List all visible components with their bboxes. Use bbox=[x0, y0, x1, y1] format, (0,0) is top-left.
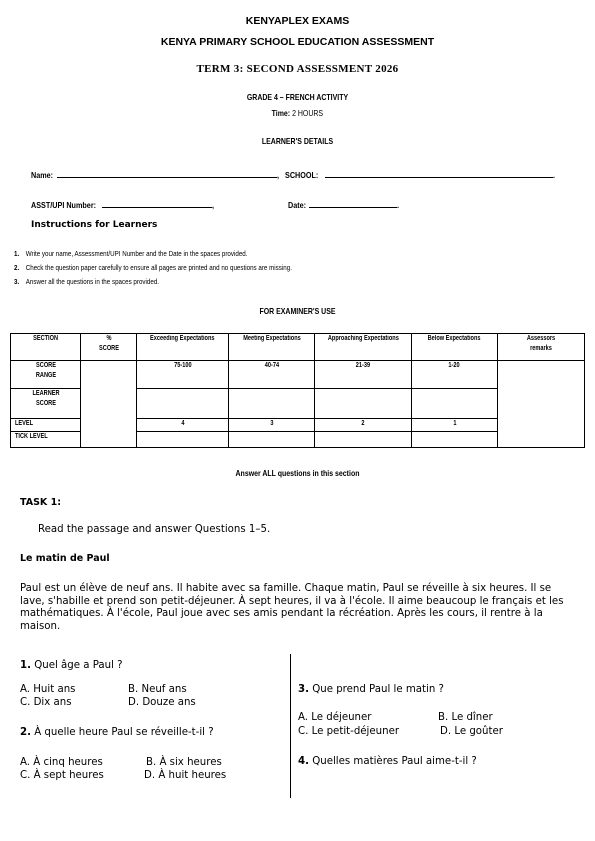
term-title: TERM 3: SECOND ASSESSMENT 2026 bbox=[196, 63, 399, 75]
row-label: LEARNER SCORE bbox=[11, 389, 81, 419]
table-cell: 1 bbox=[412, 419, 498, 432]
school-label: SCHOOL: bbox=[285, 170, 319, 180]
percent-score-cell[interactable] bbox=[81, 361, 137, 448]
tick-cell[interactable] bbox=[137, 432, 229, 448]
passage-text: Paul est un élève de neuf ans. Il habite avec sa famille. Chaque matin, Paul se réveille à six heures. Il se lave, s'habille et prend son petit-déjeuner. À sept heures, il va à l'école. Il aime beaucoup le français et les mathématiques. À l'école, Paul joue avec ses amis pendant la récréation. Après les cours, il rentre à la maison. bbox=[20, 583, 564, 632]
asst-label: ASST/UPI Number: bbox=[31, 200, 97, 210]
date-period: . bbox=[397, 200, 400, 210]
header-cell: Below Expectations bbox=[412, 334, 498, 361]
option[interactable]: D. À huit heures bbox=[144, 770, 227, 781]
task-instruction: Read the passage and answer Questions 1–5. bbox=[38, 524, 271, 535]
table-cell: 2 bbox=[315, 419, 412, 432]
column-divider bbox=[290, 654, 291, 798]
date-label: Date: bbox=[288, 200, 307, 210]
passage-title: Le matin de Paul bbox=[20, 553, 110, 564]
asst-row bbox=[31, 195, 214, 213]
date-row bbox=[288, 195, 400, 213]
grade-title: GRADE 4 – FRENCH ACTIVITY bbox=[246, 92, 349, 102]
instructions-title: Instructions for Learners bbox=[31, 220, 158, 230]
option[interactable]: B. Neuf ans bbox=[128, 684, 187, 695]
name-label: Name: bbox=[31, 170, 54, 180]
asst-comma: , bbox=[211, 200, 214, 210]
name-comma: , bbox=[276, 170, 280, 180]
instruction-num: 3. bbox=[14, 277, 20, 286]
header-cell: Approaching Expectations bbox=[315, 334, 412, 361]
table-cell: 75-100 bbox=[137, 361, 229, 389]
assessment-title: KENYA PRIMARY SCHOOL EDUCATION ASSESSMENT bbox=[160, 36, 435, 48]
time-line bbox=[0, 103, 595, 121]
examiner-heading: FOR EXAMINER'S USE bbox=[259, 306, 336, 316]
learner-score-cell[interactable] bbox=[137, 389, 229, 419]
table-row bbox=[11, 361, 585, 389]
option[interactable]: D. Douze ans bbox=[128, 697, 196, 708]
learner-score-cell[interactable] bbox=[315, 389, 412, 419]
option[interactable]: D. Le goûter bbox=[440, 726, 503, 737]
header-cell: Meeting Expectations bbox=[229, 334, 315, 361]
option[interactable]: A. Le déjeuner bbox=[298, 712, 372, 723]
tick-cell[interactable] bbox=[412, 432, 498, 448]
header-cell: % SCORE bbox=[81, 334, 137, 361]
option[interactable]: B. Le dîner bbox=[438, 712, 493, 723]
instruction-item bbox=[14, 277, 159, 286]
task-title: TASK 1: bbox=[20, 497, 62, 508]
option[interactable]: C. Dix ans bbox=[20, 697, 72, 708]
header-cell: SECTION bbox=[11, 334, 81, 361]
instruction-text: Check the question paper carefully to ensure all pages are printed and no questions are missing. bbox=[25, 263, 292, 272]
time-label: Time: bbox=[271, 108, 291, 118]
exam-org-title: KENYAPLEX EXAMS bbox=[245, 15, 350, 27]
tick-cell[interactable] bbox=[315, 432, 412, 448]
row-label: TICK LEVEL bbox=[11, 432, 81, 448]
header-cell: Exceeding Expectations bbox=[137, 334, 229, 361]
table-cell: 4 bbox=[137, 419, 229, 432]
time-value: 2 HOURS bbox=[292, 108, 324, 118]
row-label: SCORE RANGE bbox=[11, 361, 81, 389]
question-1: 1. Quel âge a Paul ? bbox=[20, 660, 123, 671]
table-cell: 40-74 bbox=[229, 361, 315, 389]
tick-cell[interactable] bbox=[229, 432, 315, 448]
instruction-num: 1. bbox=[14, 249, 20, 258]
assessors-remarks-cell[interactable] bbox=[498, 361, 585, 448]
option[interactable]: A. À cinq heures bbox=[20, 757, 103, 768]
learner-score-cell[interactable] bbox=[412, 389, 498, 419]
school-field[interactable] bbox=[325, 168, 553, 178]
instruction-text: Answer all the questions in the spaces provided. bbox=[25, 277, 160, 286]
question-2: 2. À quelle heure Paul se réveille-t-il ? bbox=[20, 727, 214, 738]
option[interactable]: B. À six heures bbox=[146, 757, 222, 768]
name-school-row bbox=[31, 165, 555, 183]
header-cell: Assessors remarks bbox=[498, 334, 585, 361]
table-cell: 3 bbox=[229, 419, 315, 432]
date-field[interactable] bbox=[309, 198, 400, 210]
instruction-text: Write your name, Assessment/UPI Number and the Date in the spaces provided. bbox=[25, 249, 248, 258]
instruction-item bbox=[14, 263, 292, 272]
school-period: . bbox=[552, 170, 555, 180]
row-label: LEVEL bbox=[11, 419, 81, 432]
table-cell: 1-20 bbox=[412, 361, 498, 389]
table-header-row bbox=[11, 334, 585, 361]
section-note: Answer ALL questions in this section bbox=[235, 468, 360, 478]
question-4: 4. Quelles matières Paul aime-t-il ? bbox=[298, 756, 477, 767]
table-cell: 21-39 bbox=[315, 361, 412, 389]
option[interactable]: A. Huit ans bbox=[20, 684, 76, 695]
name-field[interactable] bbox=[57, 168, 280, 180]
learner-details-heading: LEARNER'S DETAILS bbox=[261, 136, 334, 146]
instruction-item bbox=[14, 249, 248, 258]
option[interactable]: C. À sept heures bbox=[20, 770, 104, 781]
examiner-table bbox=[10, 333, 585, 448]
learner-score-cell[interactable] bbox=[229, 389, 315, 419]
option[interactable]: C. Le petit-déjeuner bbox=[298, 726, 400, 737]
asst-field[interactable] bbox=[102, 198, 212, 208]
instruction-num: 2. bbox=[14, 263, 20, 272]
question-3: 3. Que prend Paul le matin ? bbox=[298, 684, 444, 695]
